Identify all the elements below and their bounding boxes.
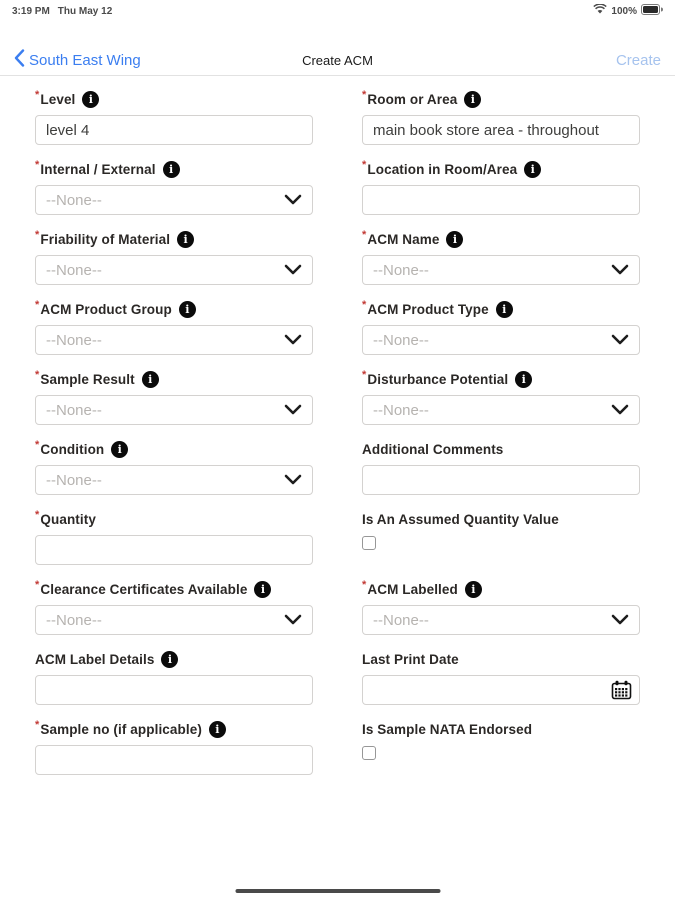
home-indicator[interactable] — [235, 889, 440, 894]
info-icon[interactable]: i — [82, 91, 99, 108]
acm-labelled-label: * ACM Labelled i — [362, 578, 640, 601]
internal-external-label: * Internal / External i — [35, 158, 313, 181]
field-disturbance-potential — [362, 368, 640, 425]
acm-name-label: * ACM Name i — [362, 228, 640, 251]
level-label: * Level i — [35, 88, 313, 111]
field-location-in-room-area — [362, 158, 640, 215]
friability-of-material-label: * Friability of Material i — [35, 228, 313, 251]
field-acm-label-details — [35, 648, 313, 705]
disturbance-potential-select[interactable]: --None-- — [362, 395, 640, 425]
quantity-label: * Quantity — [35, 508, 313, 531]
field-last-print-date — [362, 648, 640, 705]
field-acm-product-type — [362, 298, 640, 355]
info-icon[interactable]: i — [465, 581, 482, 598]
info-icon[interactable]: i — [464, 91, 481, 108]
room-or-area-input[interactable] — [362, 115, 640, 145]
info-icon[interactable]: i — [446, 231, 463, 248]
form-grid — [35, 88, 640, 788]
info-icon[interactable]: i — [209, 721, 226, 738]
acm-name-select[interactable]: --None-- — [362, 255, 640, 285]
additional-comments-label: Additional Comments — [362, 442, 504, 457]
chevron-down-icon — [605, 612, 629, 629]
is-assumed-quantity-checkbox[interactable] — [362, 536, 376, 550]
acm-label-details-input[interactable] — [35, 675, 313, 705]
sample-no-label: * Sample no (if applicable) i — [35, 718, 313, 741]
friability-of-material-select[interactable]: --None-- — [35, 255, 313, 285]
status-time: 3:19 PM — [12, 5, 50, 17]
info-icon[interactable]: i — [163, 161, 180, 178]
wifi-icon — [593, 4, 607, 18]
last-print-date-input[interactable] — [362, 675, 640, 705]
page-title: Create ACM — [302, 52, 373, 68]
back-label: South East Wing — [29, 51, 141, 69]
acm-label-details-label: ACM Label Details i — [35, 648, 313, 671]
info-icon[interactable]: i — [524, 161, 541, 178]
acm-product-type-label: * ACM Product Type i — [362, 298, 640, 321]
field-acm-product-group — [35, 298, 313, 355]
chevron-down-icon — [278, 262, 302, 279]
status-date: Thu May 12 — [57, 5, 113, 17]
field-acm-labelled — [362, 578, 640, 635]
chevron-down-icon — [278, 402, 302, 419]
disturbance-potential-label: * Disturbance Potential i — [362, 368, 640, 391]
chevron-down-icon — [278, 332, 302, 349]
field-quantity — [35, 508, 313, 565]
status-bar — [0, 0, 675, 20]
clearance-certificates-select[interactable]: --None-- — [35, 605, 313, 635]
field-additional-comments — [362, 438, 640, 495]
internal-external-select[interactable]: --None-- — [35, 185, 313, 215]
info-icon[interactable]: i — [161, 651, 178, 668]
info-icon[interactable]: i — [496, 301, 513, 318]
location-in-room-area-input[interactable] — [362, 185, 640, 215]
acm-product-group-select[interactable]: --None-- — [35, 325, 313, 355]
last-print-date-label: Last Print Date — [362, 652, 459, 667]
quantity-input[interactable] — [35, 535, 313, 565]
location-in-room-area-label: * Location in Room/Area i — [362, 158, 640, 181]
field-is-sample-nata-endorsed — [362, 718, 640, 775]
chevron-down-icon — [278, 612, 302, 629]
condition-select[interactable]: --None-- — [35, 465, 313, 495]
field-level — [35, 88, 313, 145]
chevron-down-icon — [278, 472, 302, 489]
acm-labelled-select[interactable]: --None-- — [362, 605, 640, 635]
nav-bar — [0, 45, 675, 76]
chevron-down-icon — [605, 402, 629, 419]
clearance-certificates-label: * Clearance Certificates Available i — [35, 578, 313, 601]
is-assumed-quantity-label: Is An Assumed Quantity Value — [362, 512, 559, 527]
info-icon[interactable]: i — [177, 231, 194, 248]
is-sample-nata-endorsed-label: Is Sample NATA Endorsed — [362, 722, 533, 737]
info-icon[interactable]: i — [515, 371, 532, 388]
info-icon[interactable]: i — [179, 301, 196, 318]
field-sample-no — [35, 718, 313, 775]
info-icon[interactable]: i — [142, 371, 159, 388]
field-clearance-certificates — [35, 578, 313, 635]
info-icon[interactable]: i — [254, 581, 271, 598]
is-sample-nata-endorsed-checkbox[interactable] — [362, 746, 376, 760]
sample-no-input[interactable] — [35, 745, 313, 775]
condition-label: * Condition i — [35, 438, 313, 461]
create-button[interactable]: Create — [615, 51, 661, 69]
sample-result-label: * Sample Result i — [35, 368, 313, 391]
acm-product-type-select[interactable]: --None-- — [362, 325, 640, 355]
acm-product-group-label: * ACM Product Group i — [35, 298, 313, 321]
chevron-down-icon — [278, 192, 302, 209]
field-internal-external — [35, 158, 313, 215]
field-friability-of-material — [35, 228, 313, 285]
battery-percent: 100% — [611, 5, 637, 17]
info-icon[interactable]: i — [111, 441, 128, 458]
sample-result-select[interactable]: --None-- — [35, 395, 313, 425]
chevron-down-icon — [605, 262, 629, 279]
additional-comments-input[interactable] — [362, 465, 640, 495]
level-input[interactable] — [35, 115, 313, 145]
room-or-area-label: * Room or Area i — [362, 88, 640, 111]
back-button[interactable] — [14, 49, 616, 71]
field-acm-name — [362, 228, 640, 285]
field-is-assumed-quantity — [362, 508, 640, 565]
field-sample-result — [35, 368, 313, 425]
back-chevron-icon — [14, 49, 25, 71]
field-room-or-area — [362, 88, 640, 145]
battery-icon — [641, 4, 663, 18]
field-condition — [35, 438, 313, 495]
chevron-down-icon — [605, 332, 629, 349]
